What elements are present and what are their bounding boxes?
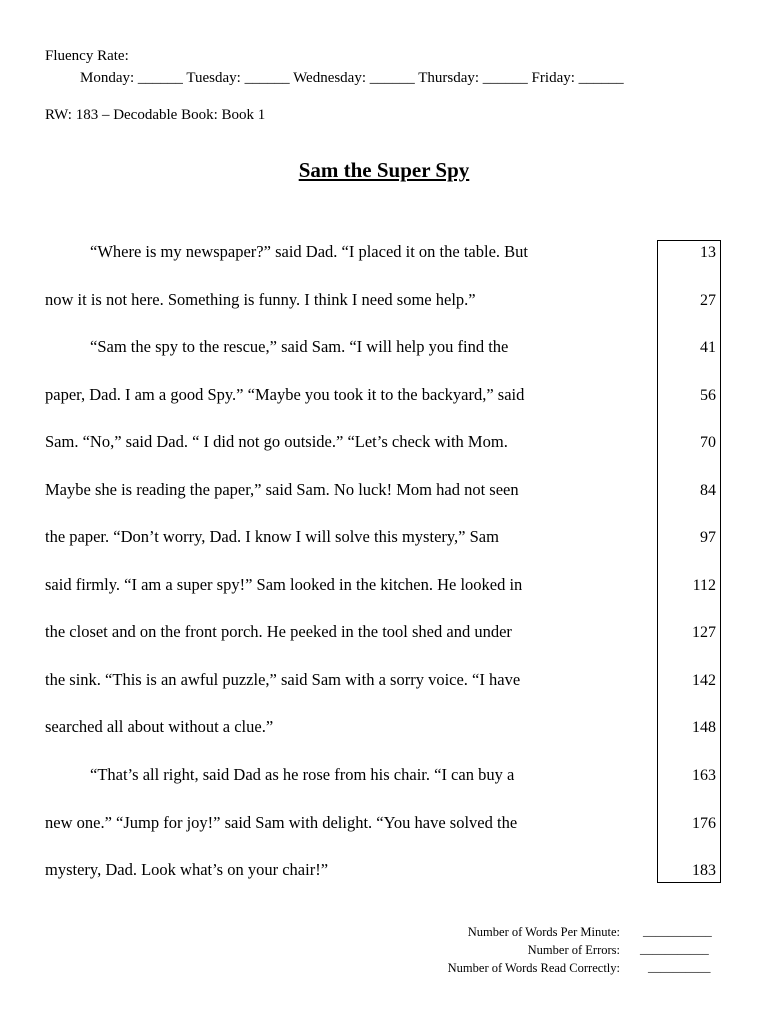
fluency-rate-label: Fluency Rate:	[45, 48, 129, 64]
fluency-days-line: Monday: ______ Tuesday: ______ Wednesday: ______ Thursday: ______ Friday: ______	[80, 70, 624, 86]
story-line: the sink. “This is an awful puzzle,” said Sam with a sorry voice. “I have	[45, 670, 521, 689]
errors-label: Number of Errors:	[527, 943, 620, 957]
word-count: 142	[692, 672, 716, 689]
word-count: 13	[700, 244, 716, 261]
words-per-minute-label: Number of Words Per Minute:	[467, 925, 620, 939]
reading-level-line: RW: 183 – Decodable Book: Book 1	[45, 107, 266, 123]
word-count: 97	[700, 529, 716, 546]
words-per-minute-blank: ___________	[643, 924, 712, 938]
story-line: the paper. “Don’t worry, Dad. I know I will solve this mystery,” Sam	[45, 527, 499, 546]
story-line: the closet and on the front porch. He peeked in the tool shed and under	[45, 622, 512, 641]
story-line: “That’s all right, said Dad as he rose from his chair. “I can buy a	[90, 765, 515, 784]
word-count: 27	[700, 292, 716, 309]
word-count-column	[657, 240, 721, 883]
errors-blank: ___________	[640, 942, 709, 956]
word-count: 41	[700, 339, 716, 356]
story-line: now it is not here. Something is funny. I think I need some help.”	[45, 290, 476, 309]
story-line: Sam. “No,” said Dad. “ I did not go outside.” “Let’s check with Mom.	[45, 432, 508, 451]
story-line: “Where is my newspaper?” said Dad. “I placed it on the table. But	[90, 242, 528, 261]
story-line: searched all about without a clue.”	[45, 717, 274, 736]
word-count: 112	[692, 577, 716, 594]
word-count: 148	[692, 719, 716, 736]
word-count: 84	[700, 482, 716, 499]
story-line: new one.” “Jump for joy!” said Sam with delight. “You have solved the	[45, 813, 518, 832]
word-count: 70	[700, 434, 716, 451]
story-line: mystery, Dad. Look what’s on your chair!”	[45, 860, 329, 879]
word-count: 176	[692, 815, 716, 832]
word-count: 56	[700, 387, 716, 404]
word-count: 127	[692, 624, 716, 641]
story-line: said firmly. “I am a super spy!” Sam looked in the kitchen. He looked in	[45, 575, 523, 594]
story-title: Sam the Super Spy	[298, 158, 470, 182]
words-correct-blank: __________	[648, 960, 711, 974]
word-count: 183	[692, 862, 716, 879]
story-line: “Sam the spy to the rescue,” said Sam. “I will help you find the	[90, 337, 509, 356]
story-line: paper, Dad. I am a good Spy.” “Maybe you took it to the backyard,” said	[45, 385, 525, 404]
story-line: Maybe she is reading the paper,” said Sam. No luck! Mom had not seen	[45, 480, 519, 499]
word-count: 163	[692, 767, 716, 784]
words-correct-label: Number of Words Read Correctly:	[447, 961, 620, 975]
